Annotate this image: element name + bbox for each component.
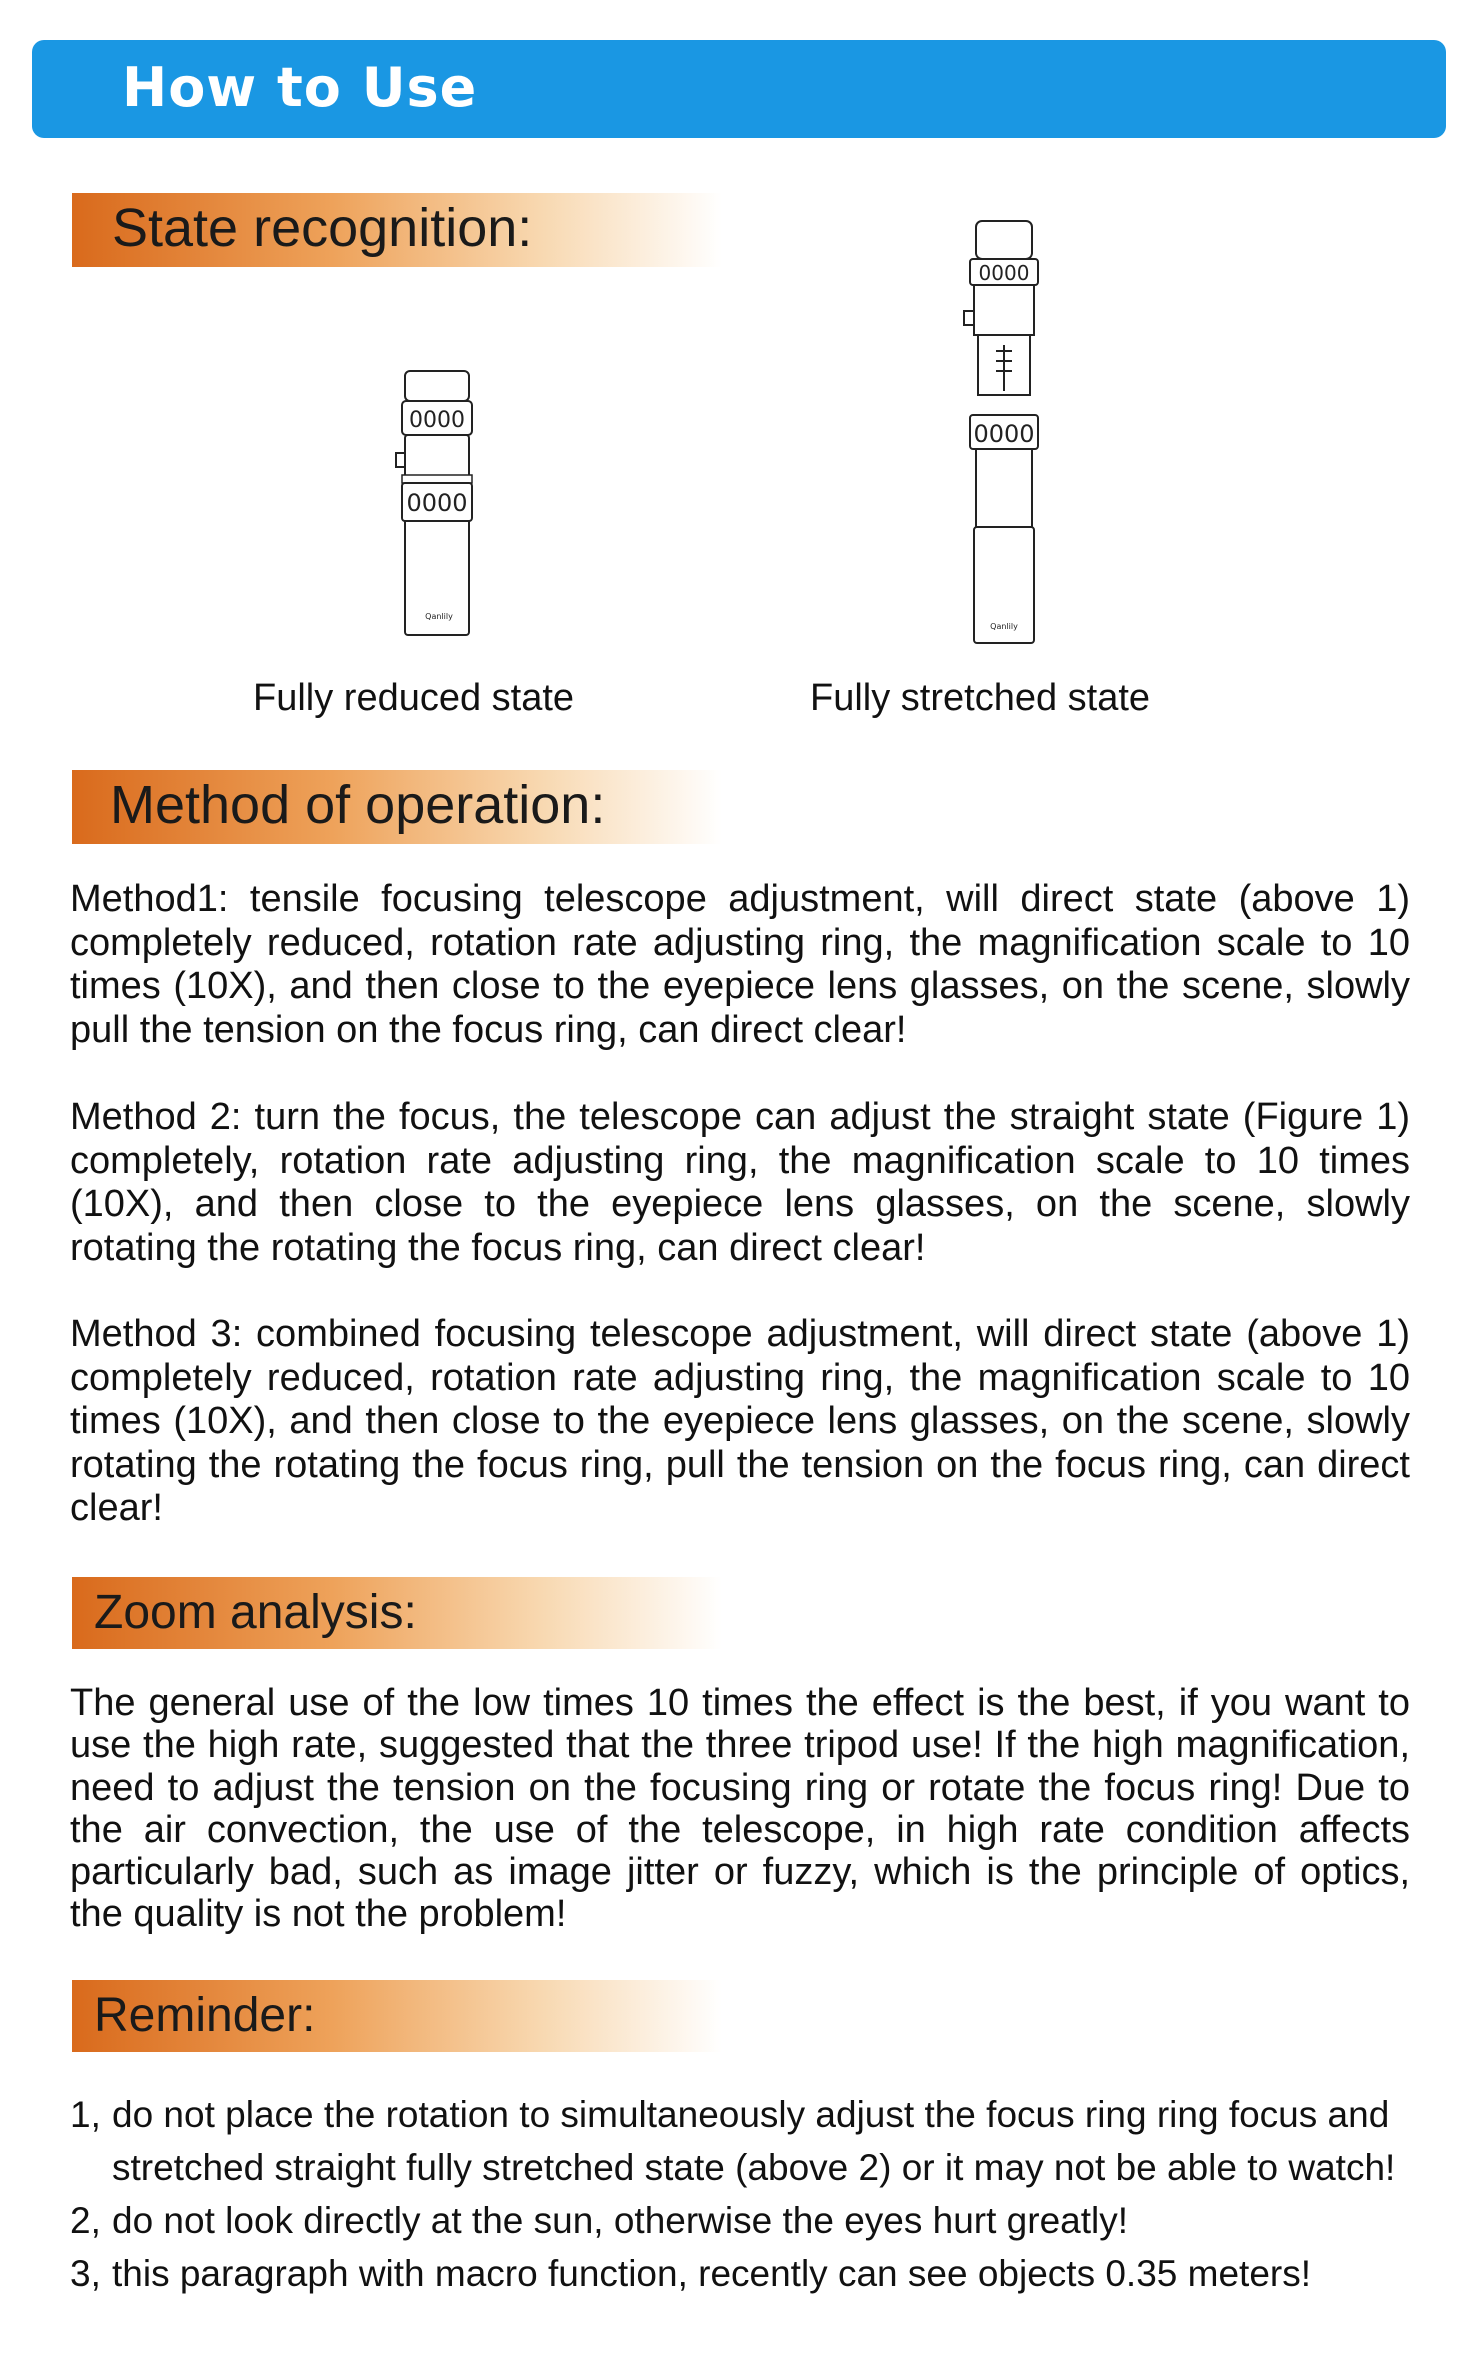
reduced-top-ring-label: 0000 [409,408,465,433]
state-recognition-heading-text: State recognition: [112,198,533,258]
state-recognition-heading [72,193,722,267]
method-heading [72,770,722,844]
reminder-item-text: do not look directly at the sun, otherwise the eyes hurt greatly! [112,2200,1129,2241]
method-3-text: Method 3: combined focusing telescope adjustment, will direct state (above 1) completely reduced, rotation rate adjusting ring, the magnification scale to 10 times (10X), and then close to the eyepiece lens glasses, on the scene, slowly rotating the rotating the focus ring, pull the tension on the focus ring, can direct clear! [70,1313,1410,1529]
reminder-item [70,2247,1400,2300]
zoom-heading [72,1577,722,1649]
zoom-paragraph [70,1682,1410,1936]
stretched-state-caption: Fully stretched state [810,677,1151,719]
method-paragraph-1 [70,878,1410,1052]
method-paragraph-2 [70,1096,1410,1270]
reduced-telescope-illustration [395,365,485,655]
reminder-item-text: this paragraph with macro function, recently can see objects 0.35 meters! [112,2253,1311,2294]
reminder-item-number: 3, [70,2253,101,2294]
reminder-list [70,2088,1400,2300]
method-1-text: Method1: tensile focusing telescope adjustment, will direct state (above 1) completely reduced, rotation rate adjusting ring, the magnification scale to 10 times (10X), and then close to the eyepiece lens glasses, on the scene, slowly pull the tension on the focus ring, can direct clear! [70,878,1410,1051]
stretched-top-ring-label: 0000 [978,261,1030,285]
stretched-telescope-illustration [958,215,1048,655]
reminder-item [70,2194,1400,2247]
header-banner [32,40,1446,138]
reminder-heading-text: Reminder: [94,1989,316,2042]
zoom-text: The general use of the low times 10 times the effect is the best, if you want to use the high rate, suggested that the three tripod use! If the high magnification, need to adjust the tension on the focusing ring or rotate the focus ring! Due to the air convection, the use of the telescope, in high rate condition affects particularly bad, such as image jitter or fuzzy, which is the principle of optics, the quality is not the problem! [70,1682,1410,1936]
reduced-mid-ring-label: 0000 [406,489,468,517]
page-title: How to Use [122,56,478,119]
method-heading-text: Method of operation: [110,775,606,835]
stretched-mid-ring-label: 0000 [973,420,1035,448]
reminder-item [70,2088,1400,2194]
reminder-heading [72,1980,722,2052]
reminder-item-number: 2, [70,2200,101,2241]
reduced-state-caption: Fully reduced state [253,677,575,719]
reminder-item-text: do not place the rotation to simultaneously adjust the focus ring ring focus and stretched straight fully stretched state (above 2) or it may not be able to watch! [112,2094,1396,2188]
zoom-heading-text: Zoom analysis: [94,1586,417,1639]
reduced-brand-label: Qanlily [425,612,453,621]
stretched-brand-label: Qanlily [990,622,1018,631]
method-2-text: Method 2: turn the focus, the telescope can adjust the straight state (Figure 1) completely, rotation rate adjusting ring, the magnification scale to 10 times (10X), and then close to the eyepiece lens glasses, on the scene, slowly rotating the rotating the focus ring, can direct clear! [70,1096,1410,1269]
method-paragraph-3 [70,1313,1410,1531]
reminder-item-number: 1, [70,2094,101,2135]
